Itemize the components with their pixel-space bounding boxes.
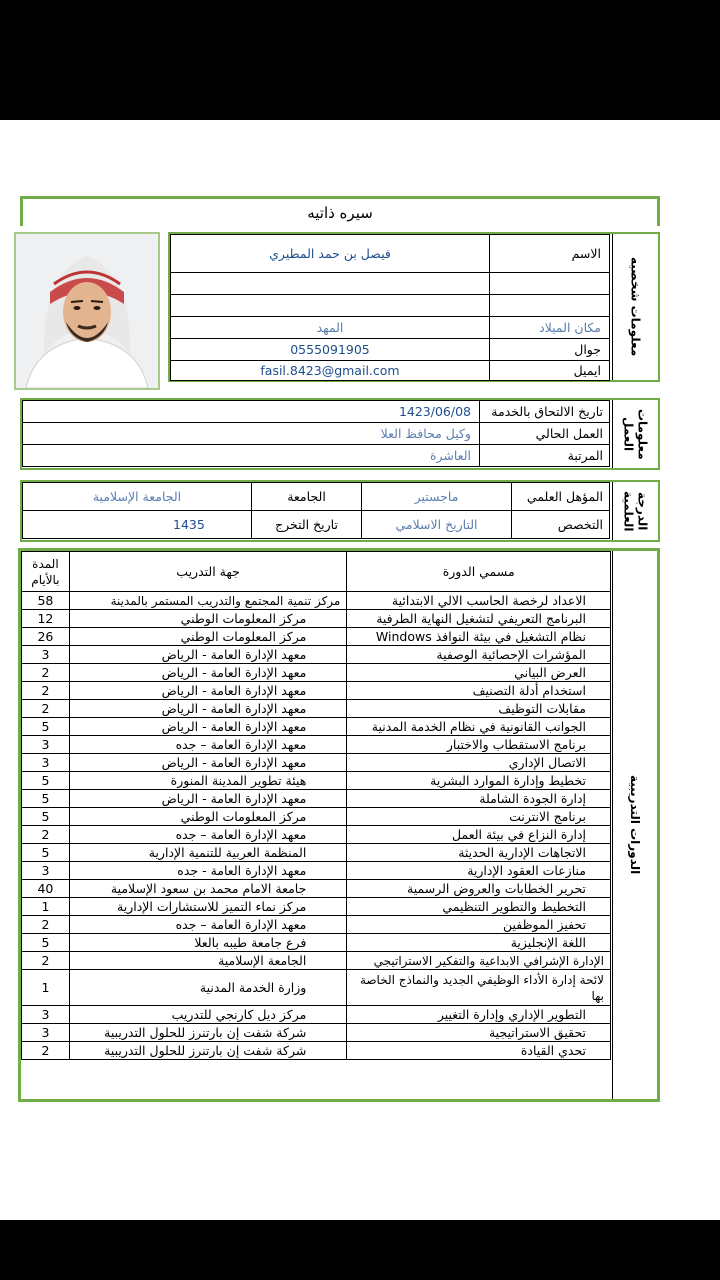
blank-label-1 <box>490 273 610 295</box>
training-org: مركز المعلومات الوطني <box>69 628 347 646</box>
course-name: التطوير الإداري وإدارة التغيير <box>347 1006 611 1024</box>
title-box <box>20 196 660 226</box>
training-org: معهد الإدارة العامة - الرياض <box>69 664 347 682</box>
training-org-header: جهة التدريب <box>69 552 347 592</box>
education-table <box>22 482 610 539</box>
course-duration: 26 <box>22 628 70 646</box>
course-name: برنامج الانترنت <box>347 808 611 826</box>
training-org: معهد الإدارة العامة – جده <box>69 826 347 844</box>
course-row <box>22 970 611 1006</box>
course-duration: 5 <box>22 772 70 790</box>
course-duration: 2 <box>22 700 70 718</box>
course-name: البرنامج التعريفي لتشغيل النهاية الطرفية <box>347 610 611 628</box>
course-duration: 3 <box>22 646 70 664</box>
course-row <box>22 610 611 628</box>
course-duration: 40 <box>22 880 70 898</box>
course-name: الإدارة الإشرافي الابداعية والتفكير الاستراتيجي <box>347 952 611 970</box>
course-duration: 3 <box>22 1006 70 1024</box>
name-value: فيصل بن حمد المطيري <box>171 235 490 273</box>
rank-value: العاشرة <box>23 445 480 467</box>
course-name: الاعداد لرخصة الحاسب الالي الابتدائية <box>347 592 611 610</box>
course-duration: 2 <box>22 826 70 844</box>
course-name: استخدام أدلة التصنيف <box>347 682 611 700</box>
education-section-label: الدرجة العلمية <box>612 482 658 540</box>
email-value: fasil.8423@gmail.com <box>171 361 490 381</box>
course-name: التخطيط والتطوير التنظيمي <box>347 898 611 916</box>
hire-date-value: 1423/06/08 <box>23 401 480 423</box>
course-duration: 3 <box>22 1024 70 1042</box>
course-row <box>22 646 611 664</box>
training-org: معهد الإدارة العامة - الرياض <box>69 646 347 664</box>
course-row <box>22 916 611 934</box>
email-label: ايميل <box>490 361 610 381</box>
course-row <box>22 898 611 916</box>
course-name: تحفيز الموظفين <box>347 916 611 934</box>
course-name: تخطيط وإدارة الموارد البشرية <box>347 772 611 790</box>
course-name: الجوانب القانونية في نظام الخدمة المدنية <box>347 718 611 736</box>
course-duration: 2 <box>22 664 70 682</box>
course-row <box>22 790 611 808</box>
course-name: نظام التشغيل في بيئة النوافذ Windows <box>347 628 611 646</box>
course-duration: 3 <box>22 736 70 754</box>
grad-date-label: تاريخ التخرج <box>252 511 362 539</box>
blank-value-1 <box>171 273 490 295</box>
page-title: سيره ذاتيه <box>307 204 373 222</box>
university-label: الجامعة <box>252 483 362 511</box>
courses-table <box>21 551 611 1060</box>
training-org: وزارة الخدمة المدنية <box>69 970 347 1006</box>
course-row <box>22 592 611 610</box>
training-org: معهد الإدارة العامة – جده <box>69 916 347 934</box>
course-name: لائحة إدارة الأداء الوظيفي الجديد والنماذج الخاصة بها <box>347 970 611 1006</box>
course-row <box>22 826 611 844</box>
course-duration: 3 <box>22 862 70 880</box>
course-row <box>22 682 611 700</box>
course-duration: 5 <box>22 790 70 808</box>
training-org: فرع جامعة طيبه بالعلا <box>69 934 347 952</box>
course-name: الاتجاهات الإدارية الحديثة <box>347 844 611 862</box>
current-job-value: وكيل محافظ العلا <box>23 423 480 445</box>
training-org: مركز ديل كارنجي للتدريب <box>69 1006 347 1024</box>
course-row <box>22 1024 611 1042</box>
training-org: معهد الإدارة العامة - الرياض <box>69 754 347 772</box>
course-duration: 2 <box>22 682 70 700</box>
mobile-value: 0555091905 <box>171 339 490 361</box>
hire-date-label: تاريخ الالتحاق بالخدمة <box>480 401 610 423</box>
course-name: منازعات العقود الإدارية <box>347 862 611 880</box>
course-row <box>22 934 611 952</box>
status-bar-area <box>0 0 720 120</box>
course-duration: 3 <box>22 754 70 772</box>
birthplace-value: المهد <box>171 317 490 339</box>
course-duration: 5 <box>22 808 70 826</box>
course-duration: 12 <box>22 610 70 628</box>
course-name: اللغة الإنجليزية <box>347 934 611 952</box>
navigation-bar-area <box>0 1220 720 1280</box>
course-row <box>22 736 611 754</box>
training-org: معهد الإدارة العامة - جده <box>69 862 347 880</box>
training-org: معهد الإدارة العامة - الرياض <box>69 790 347 808</box>
course-row <box>22 880 611 898</box>
training-org: شركة شفت إن بارتنرز للحلول التدريبية <box>69 1042 347 1060</box>
training-org: معهد الإدارة العامة - الرياض <box>69 718 347 736</box>
course-row <box>22 1006 611 1024</box>
personal-info-table <box>170 234 610 381</box>
birthplace-label: مكان الميلاد <box>490 317 610 339</box>
grad-date-value: 1435 <box>23 511 252 539</box>
major-value: التاريخ الاسلامي <box>362 511 512 539</box>
course-name: مقابلات التوظيف <box>347 700 611 718</box>
course-name: إدارة الجودة الشاملة <box>347 790 611 808</box>
course-row <box>22 628 611 646</box>
course-name-header: مسمي الدورة <box>347 552 611 592</box>
course-duration: 1 <box>22 970 70 1006</box>
work-section-label: معلومات العمل <box>612 400 658 468</box>
course-name: إدارة النزاع في بيئة العمل <box>347 826 611 844</box>
blank-value-2 <box>171 295 490 317</box>
course-name: تحرير الخطابات والعروض الرسمية <box>347 880 611 898</box>
rank-label: المرتبة <box>480 445 610 467</box>
course-name: المؤشرات الإحصائية الوصفية <box>347 646 611 664</box>
personal-section-label: معلومات شخصيه <box>612 234 658 380</box>
course-row <box>22 862 611 880</box>
course-name: برنامج الاستقطاب والاختبار <box>347 736 611 754</box>
degree-label: المؤهل العلمي <box>512 483 610 511</box>
name-label: الاسم <box>490 235 610 273</box>
courses-section-label: الدورات التدريبية <box>612 551 657 1099</box>
course-row <box>22 664 611 682</box>
training-org: معهد الإدارة العامة – جده <box>69 736 347 754</box>
course-duration: 2 <box>22 1042 70 1060</box>
course-row <box>22 772 611 790</box>
blank-label-2 <box>490 295 610 317</box>
university-value: الجامعة الإسلامية <box>23 483 252 511</box>
training-org: جامعة الامام محمد بن سعود الإسلامية <box>69 880 347 898</box>
cv-document <box>0 120 720 1220</box>
course-row <box>22 808 611 826</box>
course-duration: 5 <box>22 934 70 952</box>
training-org: مركز المعلومات الوطني <box>69 808 347 826</box>
duration-header: المدة بالأيام <box>22 552 70 592</box>
course-row <box>22 952 611 970</box>
course-duration: 5 <box>22 718 70 736</box>
training-org: مركز نماء التميز للاستشارات الإدارية <box>69 898 347 916</box>
profile-photo <box>14 232 160 390</box>
mobile-label: جوال <box>490 339 610 361</box>
course-name: تحقيق الاستراتيجية <box>347 1024 611 1042</box>
training-org: الجامعة الإسلامية <box>69 952 347 970</box>
course-row <box>22 844 611 862</box>
training-org: المنظمة العربية للتنمية الإدارية <box>69 844 347 862</box>
course-row <box>22 700 611 718</box>
current-job-label: العمل الحالي <box>480 423 610 445</box>
training-org: معهد الإدارة العامة - الرياض <box>69 682 347 700</box>
training-org: مركز تنمية المجتمع والتدريب المستمر بالمدينة <box>69 592 347 610</box>
training-org: شركة شفت إن بارتنرز للحلول التدريبية <box>69 1024 347 1042</box>
course-duration: 2 <box>22 916 70 934</box>
course-name: تحدي القيادة <box>347 1042 611 1060</box>
work-info-table <box>22 400 610 467</box>
course-row <box>22 754 611 772</box>
degree-value: ماجستير <box>362 483 512 511</box>
training-org: هيئة تطوير المدينة المنورة <box>69 772 347 790</box>
training-org: مركز المعلومات الوطني <box>69 610 347 628</box>
course-duration: 1 <box>22 898 70 916</box>
course-row <box>22 718 611 736</box>
major-label: التخصص <box>512 511 610 539</box>
course-duration: 58 <box>22 592 70 610</box>
course-duration: 5 <box>22 844 70 862</box>
course-duration: 2 <box>22 952 70 970</box>
training-org: معهد الإدارة العامة - الرياض <box>69 700 347 718</box>
course-name: الاتصال الإداري <box>347 754 611 772</box>
course-row <box>22 1042 611 1060</box>
course-name: العرض البياني <box>347 664 611 682</box>
